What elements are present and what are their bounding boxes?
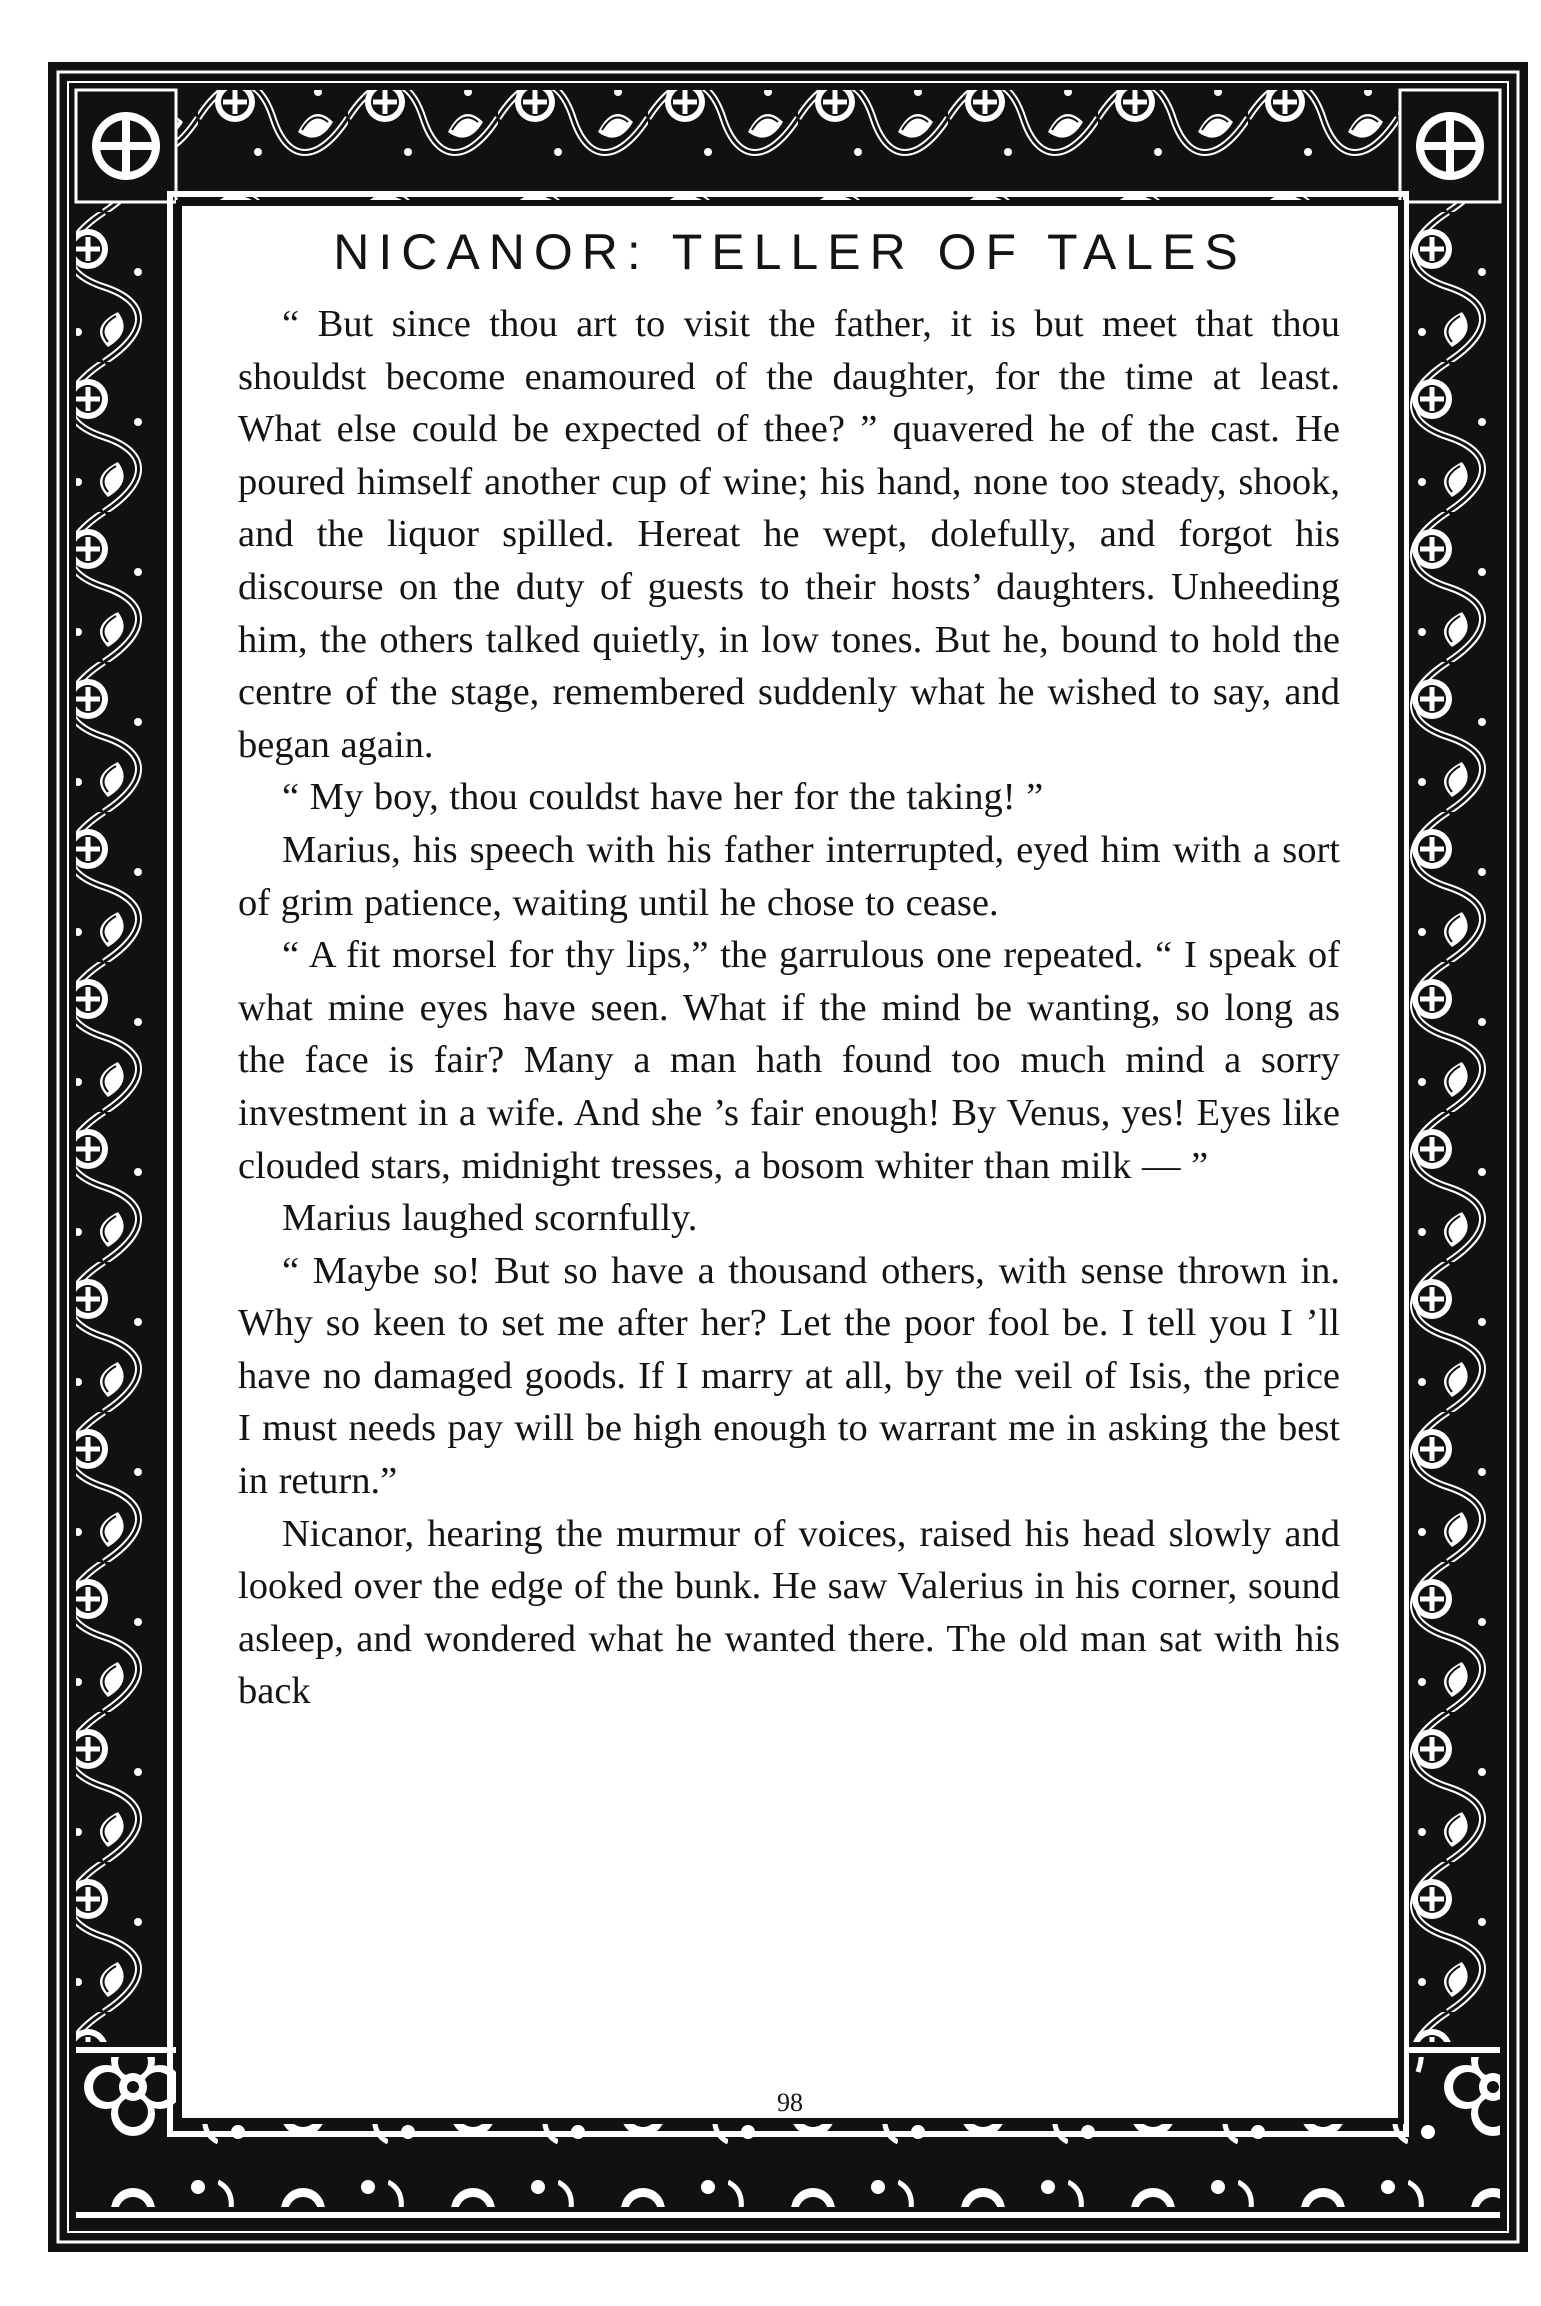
paragraph: “ A fit morsel for thy lips,” the garrulous one repeated. “ I speak of what mine eyes have seen. What if the mind be wanting, so long as the face is fair? Many a man hath found too much mind a sorry investment in a wife. And she ’s fair enough! By Venus, yes! Eyes like clouded stars, midnight tresses, a bosom whiter than milk — ” <box>238 934 1340 1187</box>
paragraph: Marius laughed scornfully. <box>282 1197 698 1240</box>
body-text <box>238 298 1340 1718</box>
paragraph: “ Maybe so! But so have a thousand others, with sense thrown in. Why so keen to set me after her? Let the poor fool be. I tell you I ’ll have no damaged goods. If I marry at all, by the veil of Isis, the price I must needs pay will be high enough to warrant me in asking the best in return.” <box>238 1249 1340 1503</box>
paragraph: “ My boy, thou couldst have her for the taking! ” <box>282 776 1044 819</box>
paragraph: Marius, his speech with his father interrupted, eyed him with a sort of grim patience, waiting until he chose to cease. <box>238 828 1340 924</box>
paragraph: “ But since thou art to visit the father, it is but meet that thou shouldst become enamoured of the daughter, for the time at least. What else could be expected of thee? ” quavered he of the cast. He poured himself another cup of wine; his hand, none too steady, shook, and the liquor spilled. Hereat he wept, dolefully, and forgot his discourse on the duty of guests to their hosts’ daughters. Unheeding him, the others talked quietly, in low tones. But he, bound to hold the centre of the stage, remembered suddenly what he wished to say, and began again. <box>238 303 1340 766</box>
paragraph: Nicanor, hearing the murmur of voices, raised his head slowly and looked over the edge of the bunk. He saw Valerius in his corner, sound asleep, and wondered what he wanted there. The old man sat with his back <box>238 1512 1340 1713</box>
running-head: NICANOR: TELLER OF TALES <box>333 224 1247 280</box>
page-number: 98 <box>777 2088 803 2117</box>
